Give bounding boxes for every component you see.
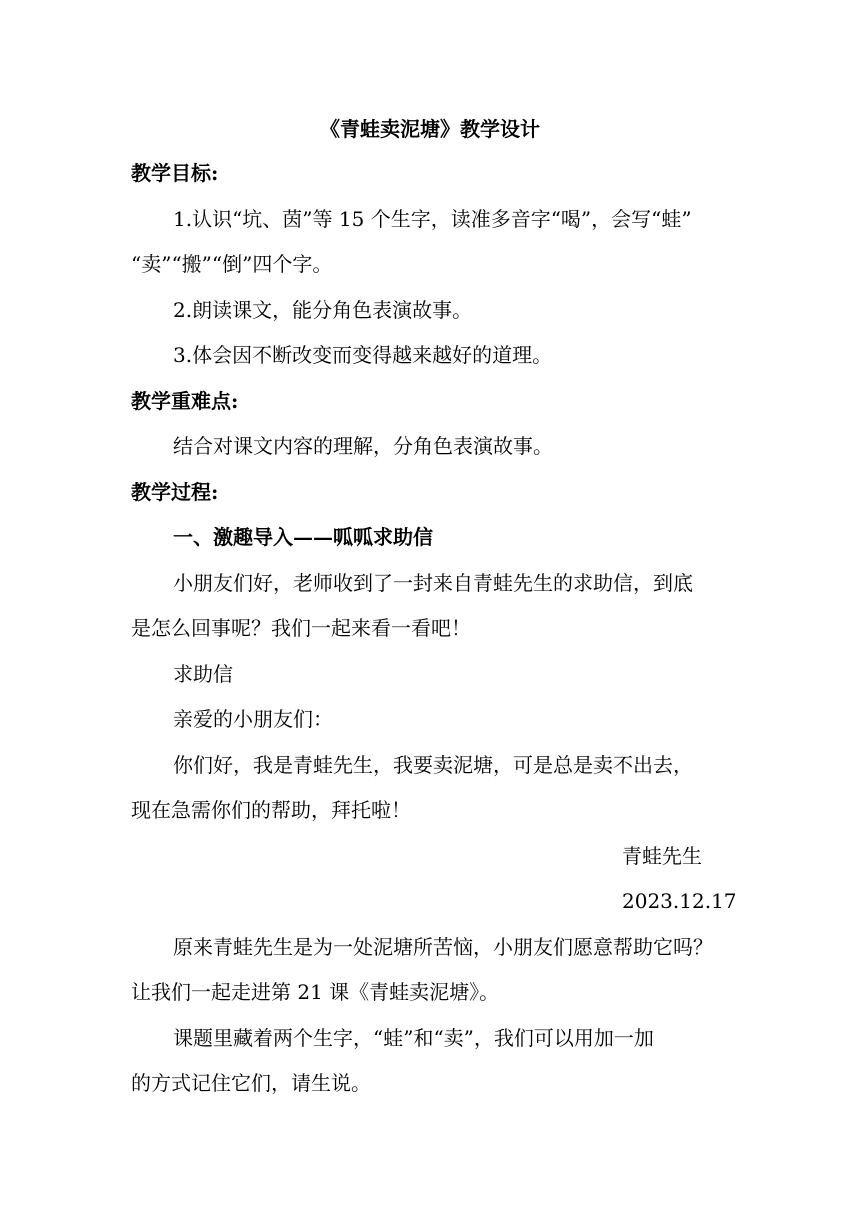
paragraph-3-line-2: 的方式记住它们，请生说。 bbox=[131, 1071, 371, 1095]
letter-signature: 青蛙先生 bbox=[622, 844, 702, 868]
key-points-text: 结合对课文内容的理解，分角色表演故事。 bbox=[173, 434, 553, 458]
paragraph-1-line-1: 小朋友们好，老师收到了一封来自青蛙先生的求助信，到底 bbox=[173, 571, 693, 595]
letter-body-line-2: 现在急需你们的帮助，拜托啦！ bbox=[131, 798, 411, 822]
letter-date: 2023.12.17 bbox=[622, 889, 737, 913]
paragraph-2-line-1: 原来青蛙先生是为一处泥塘所苦恼，小朋友们愿意帮助它吗？ bbox=[173, 935, 713, 959]
goal-1-line-2: “卖”“搬”“倒”四个字。 bbox=[131, 252, 333, 276]
letter-greeting: 亲爱的小朋友们： bbox=[173, 707, 333, 731]
letter-body-line-1: 你们好，我是青蛙先生，我要卖泥塘，可是总是卖不出去， bbox=[173, 753, 693, 777]
goals-heading: 教学目标: bbox=[131, 161, 219, 185]
goal-3: 3.体会因不断改变而变得越来越好的道理。 bbox=[173, 343, 553, 367]
goal-2: 2.朗读课文，能分角色表演故事。 bbox=[173, 298, 473, 322]
process-heading: 教学过程: bbox=[131, 480, 219, 504]
paragraph-3-line-1: 课题里藏着两个生字，“蛙”和“卖”，我们可以用加一加 bbox=[173, 1026, 654, 1050]
goal-1-line-1: 1.认识“坑、茵”等 15 个生字，读准多音字“喝”，会写“蛙” bbox=[173, 207, 692, 231]
part-1-heading: 一、激趣导入——呱呱求助信 bbox=[173, 525, 433, 549]
letter-title: 求助信 bbox=[173, 662, 233, 686]
page-title: 《青蛙卖泥塘》教学设计 bbox=[320, 117, 540, 141]
paragraph-1-line-2: 是怎么回事呢？我们一起来看一看吧！ bbox=[131, 616, 471, 640]
key-points-heading: 教学重难点: bbox=[131, 389, 239, 413]
paragraph-2-line-2: 让我们一起走进第 21 课《青蛙卖泥塘》。 bbox=[131, 980, 500, 1004]
